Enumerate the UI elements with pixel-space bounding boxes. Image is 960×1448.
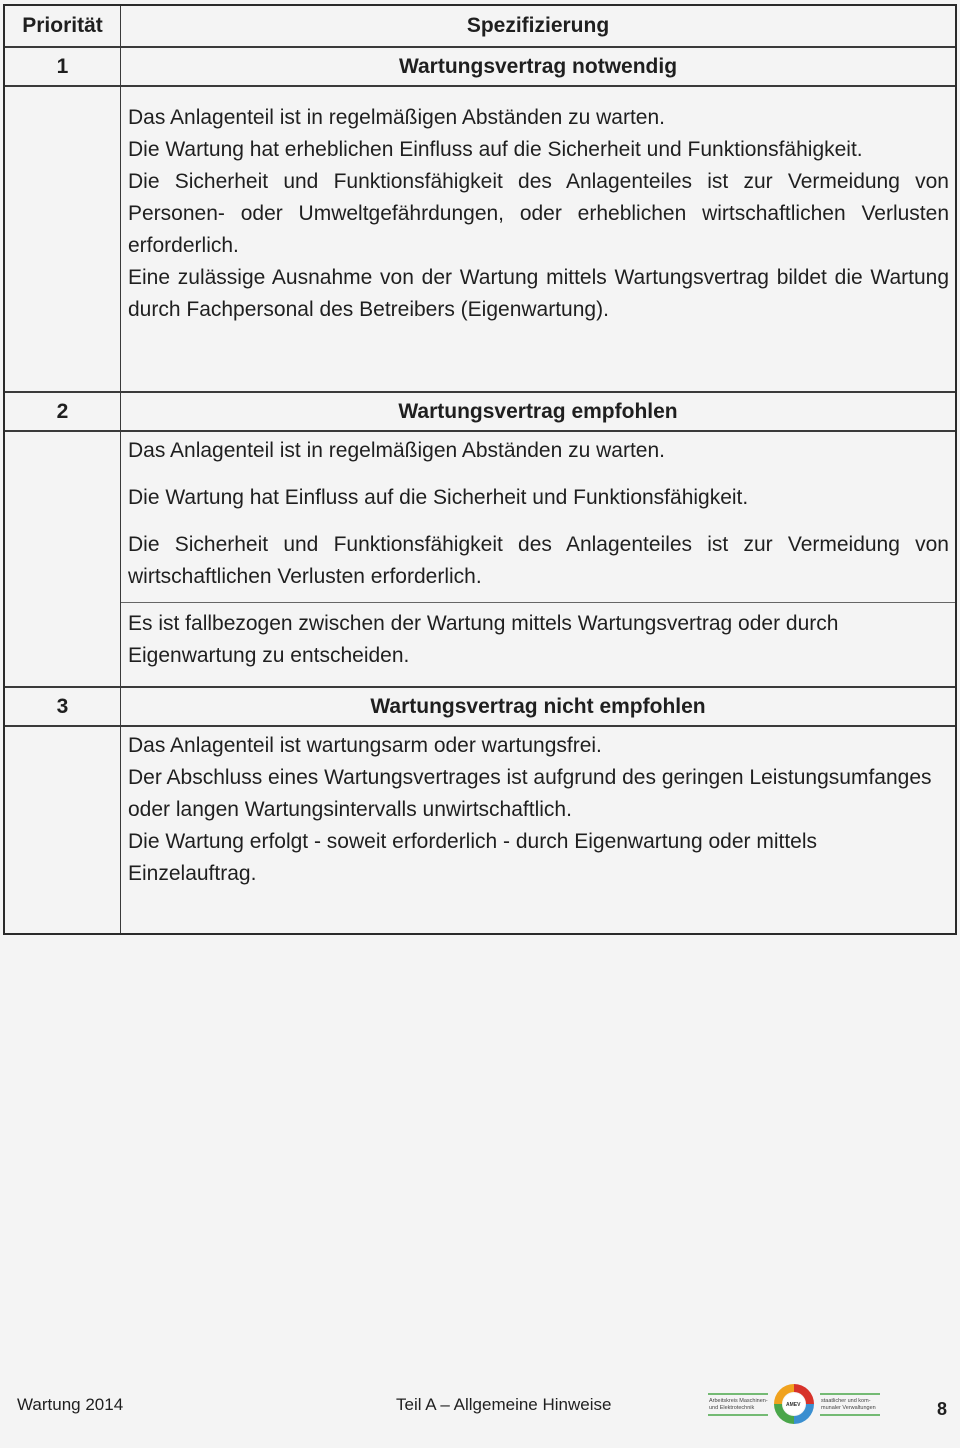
section-1-body (5, 85, 955, 391)
priority-number: 3 (5, 688, 121, 725)
section-3-body (5, 725, 955, 933)
page-footer (0, 1392, 960, 1422)
table-header-row (5, 6, 955, 46)
section-3-header (5, 686, 955, 725)
section-2-body (5, 430, 955, 686)
section-title: Wartungsvertrag nicht empfohlen (370, 694, 706, 718)
logo-right-text-2: munaler Verwaltungen (821, 1405, 876, 1411)
priority-number: 2 (5, 393, 121, 430)
paragraph: Das Anlagenteil ist in regelmäßigen Abständen zu warten. (128, 439, 665, 462)
section-title: Wartungsvertrag notwendig (398, 54, 678, 78)
footer-section-title: Teil A – Allgemeine Hinweise (396, 1395, 612, 1414)
paragraph: Eine zulässige Ausnahme von der Wartung mittels Wartungsvertrag bildet die Wartung durch Fachpersonal des Betreibers (Eigenwartung). (128, 266, 949, 321)
logo-left-text-1: Arbeitskreis Maschinen- (709, 1398, 768, 1404)
paragraph: Die Wartung hat erheblichen Einfluss auf die Sicherheit und Funktionsfähigkeit. (128, 138, 863, 161)
paragraph: Das Anlagenteil ist wartungsarm oder wartungsfrei. (128, 734, 602, 757)
paragraph: Der Abschluss eines Wartungsvertrages ist aufgrund des geringen Leistungsumfanges oder langen Wartungsintervalls unwirtschaftlich. (128, 766, 932, 821)
paragraph: Es ist fallbezogen zwischen der Wartung mittels Wartungsvertrag oder durch Eigenwartung zu entscheiden. (128, 612, 839, 667)
section-1-header (5, 46, 955, 85)
logo-name: AMEV (786, 1402, 801, 1408)
paragraph: Das Anlagenteil ist in regelmäßigen Abständen zu warten. (128, 106, 665, 129)
logo-right-text-1: staatlicher und kom- (821, 1398, 871, 1404)
header-specification: Spezifizierung (466, 14, 610, 37)
logo-left-text-2: und Elektrotechnik (709, 1405, 755, 1411)
page-number: 8 (937, 1399, 948, 1419)
priority-number: 1 (5, 48, 121, 85)
amev-logo (706, 1382, 882, 1426)
paragraph: Die Wartung erfolgt - soweit erforderlich - durch Eigenwartung oder mittels Einzelauftrag. (128, 830, 818, 885)
header-priority: Priorität (5, 6, 121, 46)
section-2-header (5, 391, 955, 430)
paragraph: Die Sicherheit und Funktionsfähigkeit des Anlagenteiles ist zur Vermeidung von wirtschaftlichen Verlusten erforderlich. (128, 533, 949, 588)
paragraph: Die Sicherheit und Funktionsfähigkeit des Anlagenteiles ist zur Vermeidung von Personen- oder Umweltgefährdungen, oder erheblichen wirtschaftlichen Verlusten erforderlich. (128, 170, 949, 257)
section-title: Wartungsvertrag empfohlen (398, 399, 678, 423)
paragraph: Die Wartung hat Einfluss auf die Sicherheit und Funktionsfähigkeit. (128, 486, 749, 509)
priority-table (3, 4, 957, 935)
footer-document-title: Wartung 2014 (17, 1395, 124, 1414)
